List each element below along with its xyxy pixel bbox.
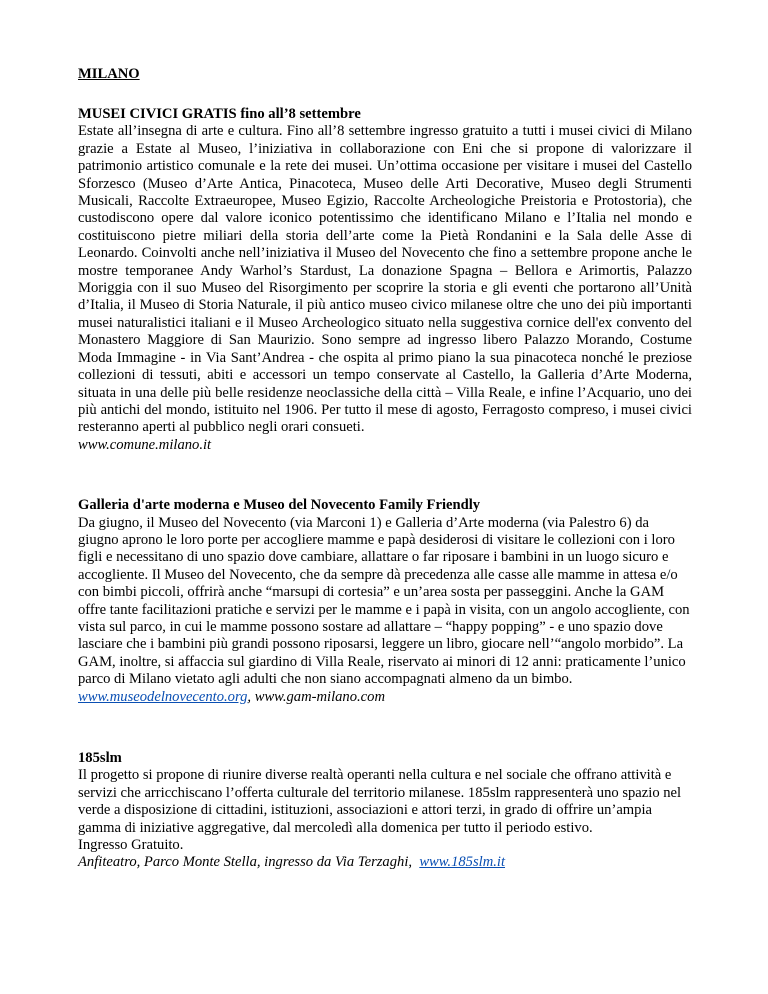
section-website: www.comune.milano.it — [78, 436, 212, 453]
gam-milano-website: www.gam-milano.com — [254, 688, 385, 705]
section-note: Ingresso Gratuito. — [78, 837, 184, 854]
185slm-link[interactable]: www.185slm.it — [419, 854, 506, 871]
document-title: MILANO — [78, 66, 140, 82]
section-location — [78, 854, 692, 871]
link-separator: , — [247, 688, 255, 705]
section-body: Il progetto si propone di riunire diverse realtà operanti nella cultura e nel sociale che offrano attività e servizi che arricchiscano l’offerta culturale del territorio milanese. 185slm rappresenterà uno spazio nel verde a disposizione di cittadini, istituzioni, associazioni e attori terzi, in grado di offrire un’ampia gamma di iniziative aggregative, dal mercoledì alla domenica per tutto il periodo estivo. — [78, 767, 682, 836]
section-body: Estate all’insegna di arte e cultura. Fino all’8 settembre ingresso gratuito a tutti i musei civici di Milano grazie a Estate al Museo, l’iniziativa in collaborazione con Eni che si propone di valorizzare il patrimonio artistico comunale e la rete dei musei. Un’ottima occasione per visitare i musei del Castello Sforzesco (Museo d’Arte Antica, Pinacoteca, Museo delle Arti Decorative, Museo degli Strumenti Musicali, Raccolte Extraeuropee, Museo Egizio, Raccolte Archeologiche Preistoria e Protostoria), che custodiscono opere dal valore iconico potentissimo che identificano Milano e l’Italia nel mondo e costituiscono pietre miliari della storia dell’arte come la Pietà Rondanini e la Sala delle Asse di Leonardo. Coinvolti anche nell’iniziativa il Museo del Novecento che fino a settembre propone anche le mostre temporanee Andy Warhol’s Stardust, La donazione Spagna – Bellora e Arimortis, Palazzo Moriggia con il suo Museo del Risorgimento per scoprire la storia e gli eventi che portarono all’Unità d’Italia, il Museo di Storia Naturale, il più antico museo civico milanese oltre che uno dei più importanti musei naturalistici italiani e il Museo Archeologico situato nella suggestiva cornice dell'ex convento del Monastero Maggiore di San Maurizio. Sono sempre ad ingresso libero Palazzo Morando, Costume Moda Immagine - in Via Sant’Andrea - che ospita al primo piano la sua pinacoteca nonché le preziose collezioni di tessuti, abiti e accessori un tempo conservate al Castello, la Galleria d’Arte Moderna, situata in una delle più belle residenze neoclassiche della città – Villa Reale, e infine l’Acquario, uno dei più antichi del mondo, istituito nel 1906. Per tutto il mese di agosto, Ferragosto compreso, i musei civici resteranno aperti al pubblico negli orari consueti. — [78, 123, 692, 436]
section-family-friendly — [78, 497, 692, 706]
document-page — [78, 66, 692, 872]
section-title: Galleria d'arte moderna e Museo del Novecento Family Friendly — [78, 497, 481, 514]
section-links — [78, 689, 692, 706]
section-title: 185slm — [78, 750, 122, 766]
section-musei-civici — [78, 106, 692, 454]
location-text: Anfiteatro, Parco Monte Stella, ingresso da Via Terzaghi, — [78, 854, 420, 871]
section-body: Da giugno, il Museo del Novecento (via Marconi 1) e Galleria d’Arte moderna (via Palestro 6) da giugno aprono le loro porte per accogliere mamme e papà desiderosi di visitare le collezioni con i loro figli e necessitano di uno spazio dove cambiare, allattare o far riposare i bambini in un luogo sicuro e accogliente. Il Museo del Novecento, che da sempre dà precedenza alle casse alle mamme in attesa e/o con bimbi piccoli, offrirà anche “marsupi di cortesia” e un’area sosta per passeggini. Anche la GAM offre tante facilitazioni pratiche e servizi per le mamme e i papà in visita, con un angolo accogliente, con vista sul parco, in cui le mamme possono sostare ad allattare – “happy popping” - e uno spazio dove lasciare che i bambini più grandi possono riposarsi, leggere un libro, giocare nell’“angolo morbido”. La GAM, inoltre, si affaccia sul giardino di Villa Reale, riservato ai minori di 12 anni: praticamente l’unico parco di Milano vietato agli adulti che non siano accompagnati almeno da un bimbo. — [78, 514, 690, 688]
section-title: MUSEI CIVICI GRATIS fino all’8 settembre — [78, 106, 361, 122]
section-185slm — [78, 750, 692, 872]
museo-novecento-link[interactable]: www.museodelnovecento.org — [78, 688, 248, 705]
